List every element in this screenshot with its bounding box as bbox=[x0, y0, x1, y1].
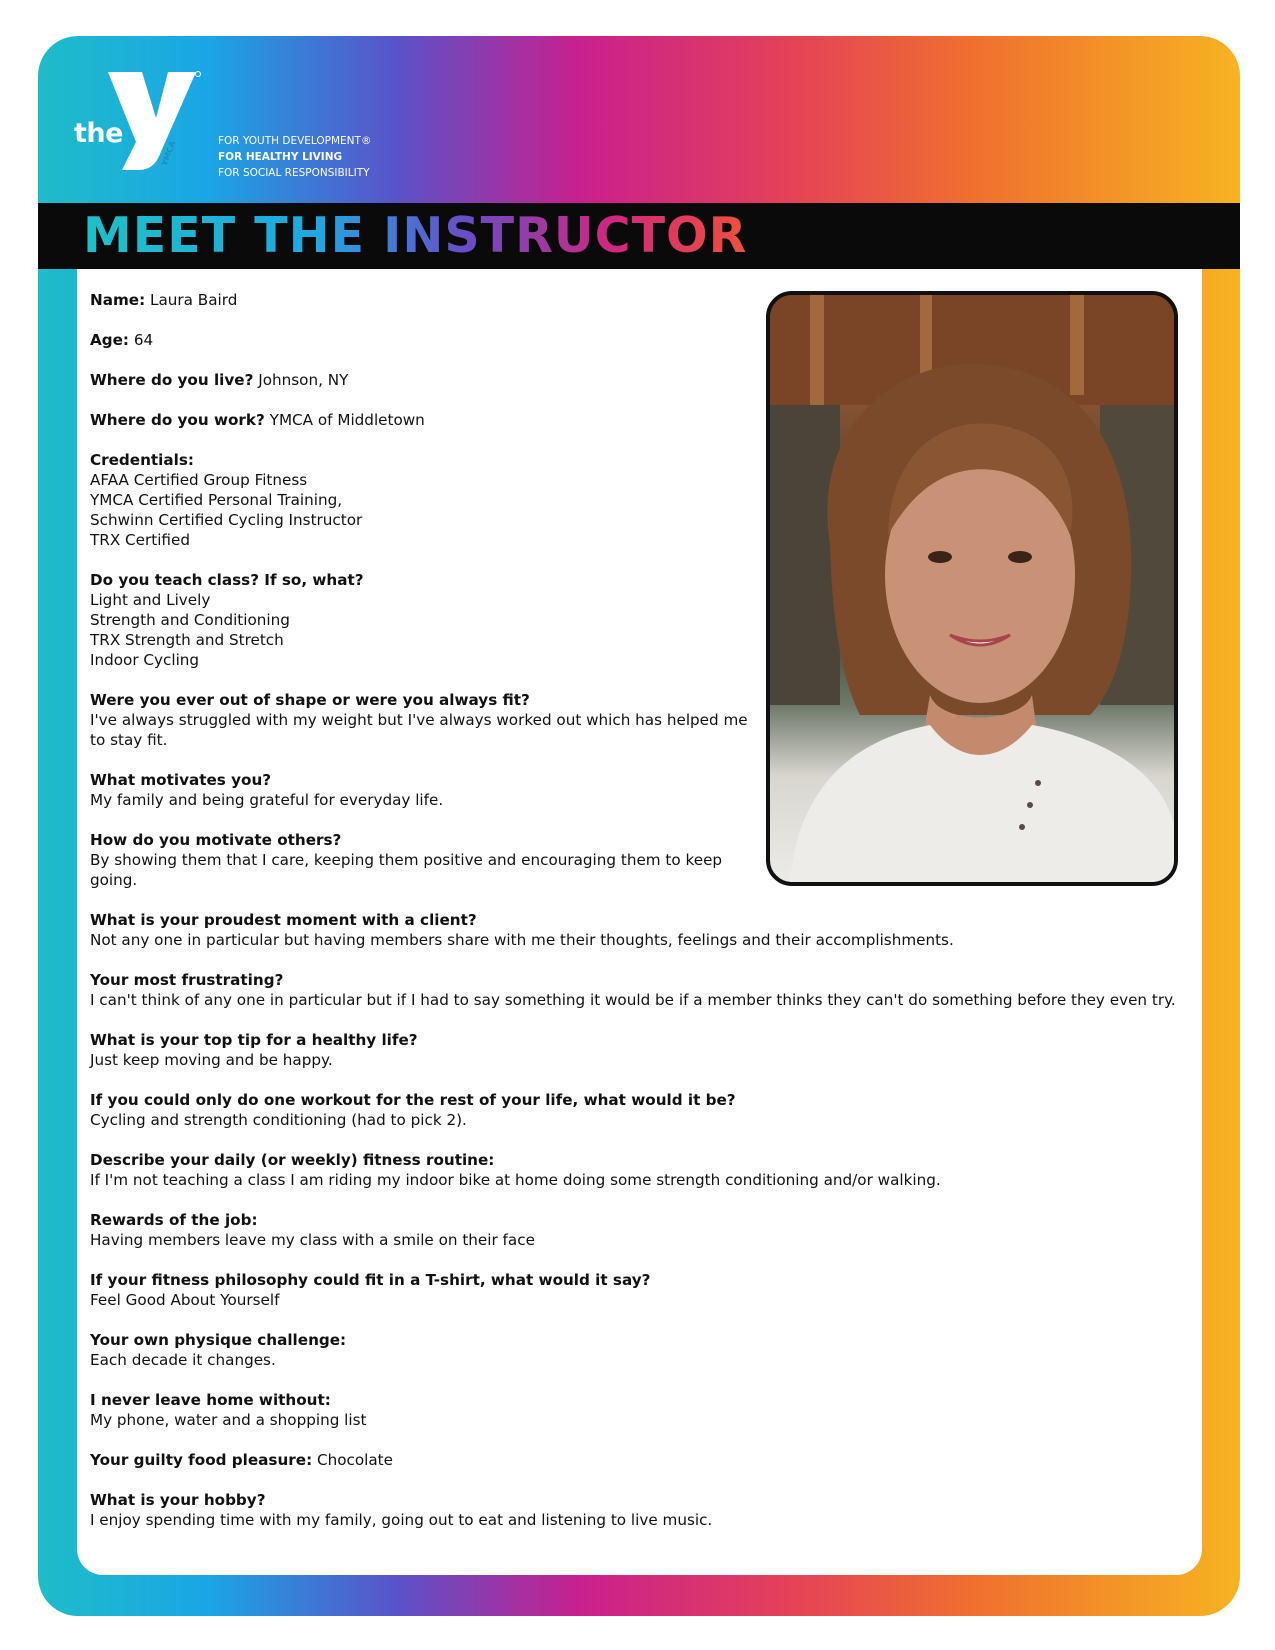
question-rewards: Rewards of the job: bbox=[90, 1211, 258, 1229]
qa-classes bbox=[90, 570, 1180, 670]
question-name: Name: bbox=[90, 291, 146, 309]
question-hobby: What is your hobby? bbox=[90, 1491, 266, 1509]
question-age: Age: bbox=[90, 331, 129, 349]
logo-the-text: the bbox=[74, 118, 123, 149]
answer-proudest: Not any one in particular but having members share with me their thoughts, feelings and their accomplishments. bbox=[90, 931, 954, 949]
question-guilty: Your guilty food pleasure: bbox=[90, 1451, 313, 1469]
qa-routine bbox=[90, 1150, 1180, 1190]
answer-physique: Each decade it changes. bbox=[90, 1351, 276, 1369]
question-frustrating: Your most frustrating? bbox=[90, 971, 284, 989]
qa-credentials bbox=[90, 450, 1180, 550]
answer-age: 64 bbox=[133, 331, 154, 349]
qa-tshirt bbox=[90, 1270, 1180, 1310]
ymca-tagline bbox=[218, 133, 371, 181]
qa-proudest bbox=[90, 910, 1180, 950]
qa-rewards bbox=[90, 1210, 1180, 1250]
credential-item: TRX Certified bbox=[90, 531, 190, 549]
qa-fit bbox=[90, 690, 750, 750]
qa-guilty bbox=[90, 1450, 1180, 1470]
question-motivate-others: How do you motivate others? bbox=[90, 831, 342, 849]
logo-ymca-text: YMCA bbox=[160, 139, 178, 168]
answer-one-workout: Cycling and strength conditioning (had to pick 2). bbox=[90, 1111, 467, 1129]
class-item: Strength and Conditioning bbox=[90, 611, 290, 629]
question-motivates: What motivates you? bbox=[90, 771, 272, 789]
credential-item: AFAA Certified Group Fitness bbox=[90, 471, 308, 489]
class-item: Indoor Cycling bbox=[90, 651, 200, 669]
question-one-workout: If you could only do one workout for the rest of your life, what would it be? bbox=[90, 1091, 736, 1109]
question-fit: Were you ever out of shape or were you always fit? bbox=[90, 691, 530, 709]
question-credentials: Credentials: bbox=[90, 451, 194, 469]
question-work: Where do you work? bbox=[90, 411, 265, 429]
answer-frustrating: I can't think of any one in particular but if I had to say something it would be if a member thinks they can't do something before they even try. bbox=[90, 991, 1176, 1009]
qa-name bbox=[90, 290, 1180, 310]
answer-routine: If I'm not teaching a class I am riding my indoor bike at home doing some strength conditioning and/or walking. bbox=[90, 1171, 941, 1189]
qa-motivate-others bbox=[90, 830, 750, 890]
question-tip: What is your top tip for a healthy life? bbox=[90, 1031, 418, 1049]
answer-work: YMCA of Middletown bbox=[269, 411, 425, 429]
tagline-line-3: FOR SOCIAL RESPONSIBILITY bbox=[218, 167, 370, 179]
answer-motivates: My family and being grateful for everyday life. bbox=[90, 791, 444, 809]
qa-one-workout bbox=[90, 1090, 1180, 1130]
class-item: TRX Strength and Stretch bbox=[90, 631, 284, 649]
tagline-line-1: FOR YOUTH DEVELOPMENT® bbox=[218, 135, 372, 147]
qa-never-leave bbox=[90, 1390, 1180, 1430]
qa-motivates bbox=[90, 770, 750, 810]
question-never-leave: I never leave home without: bbox=[90, 1391, 331, 1409]
answer-tshirt: Feel Good About Yourself bbox=[90, 1291, 280, 1309]
question-routine: Describe your daily (or weekly) fitness routine: bbox=[90, 1151, 495, 1169]
answer-never-leave: My phone, water and a shopping list bbox=[90, 1411, 367, 1429]
tagline-line-2: FOR HEALTHY LIVING bbox=[218, 151, 343, 163]
qa-age bbox=[90, 330, 1180, 350]
answer-rewards: Having members leave my class with a smile on their face bbox=[90, 1231, 535, 1249]
answer-tip: Just keep moving and be happy. bbox=[90, 1051, 333, 1069]
question-classes: Do you teach class? If so, what? bbox=[90, 571, 364, 589]
question-live: Where do you live? bbox=[90, 371, 254, 389]
answer-fit: I've always struggled with my weight but I've always worked out which has helped me to stay fit. bbox=[90, 711, 748, 749]
answer-name: Laura Baird bbox=[150, 291, 238, 309]
profile-content bbox=[90, 290, 1180, 1550]
question-physique: Your own physique challenge: bbox=[90, 1331, 347, 1349]
credential-item: Schwinn Certified Cycling Instructor bbox=[90, 511, 363, 529]
question-proudest: What is your proudest moment with a client? bbox=[90, 911, 477, 929]
qa-live bbox=[90, 370, 1180, 390]
qa-frustrating bbox=[90, 970, 1180, 1010]
title-banner bbox=[38, 203, 1240, 269]
qa-physique bbox=[90, 1330, 1180, 1370]
ymca-y-mark bbox=[38, 36, 238, 176]
answer-motivate-others: By showing them that I care, keeping them positive and encouraging them to keep going. bbox=[90, 851, 723, 889]
class-item: Light and Lively bbox=[90, 591, 211, 609]
answer-live: Johnson, NY bbox=[258, 371, 349, 389]
page-title: MEET THE INSTRUCTOR bbox=[83, 207, 748, 264]
answer-hobby: I enjoy spending time with my family, going out to eat and listening to live music. bbox=[90, 1511, 713, 1529]
question-tshirt: If your fitness philosophy could fit in a T-shirt, what would it say? bbox=[90, 1271, 651, 1289]
answer-guilty: Chocolate bbox=[316, 1451, 393, 1469]
qa-tip bbox=[90, 1030, 1180, 1070]
credential-item: YMCA Certified Personal Training, bbox=[90, 491, 343, 509]
qa-work bbox=[90, 410, 1180, 430]
qa-hobby bbox=[90, 1490, 1180, 1530]
